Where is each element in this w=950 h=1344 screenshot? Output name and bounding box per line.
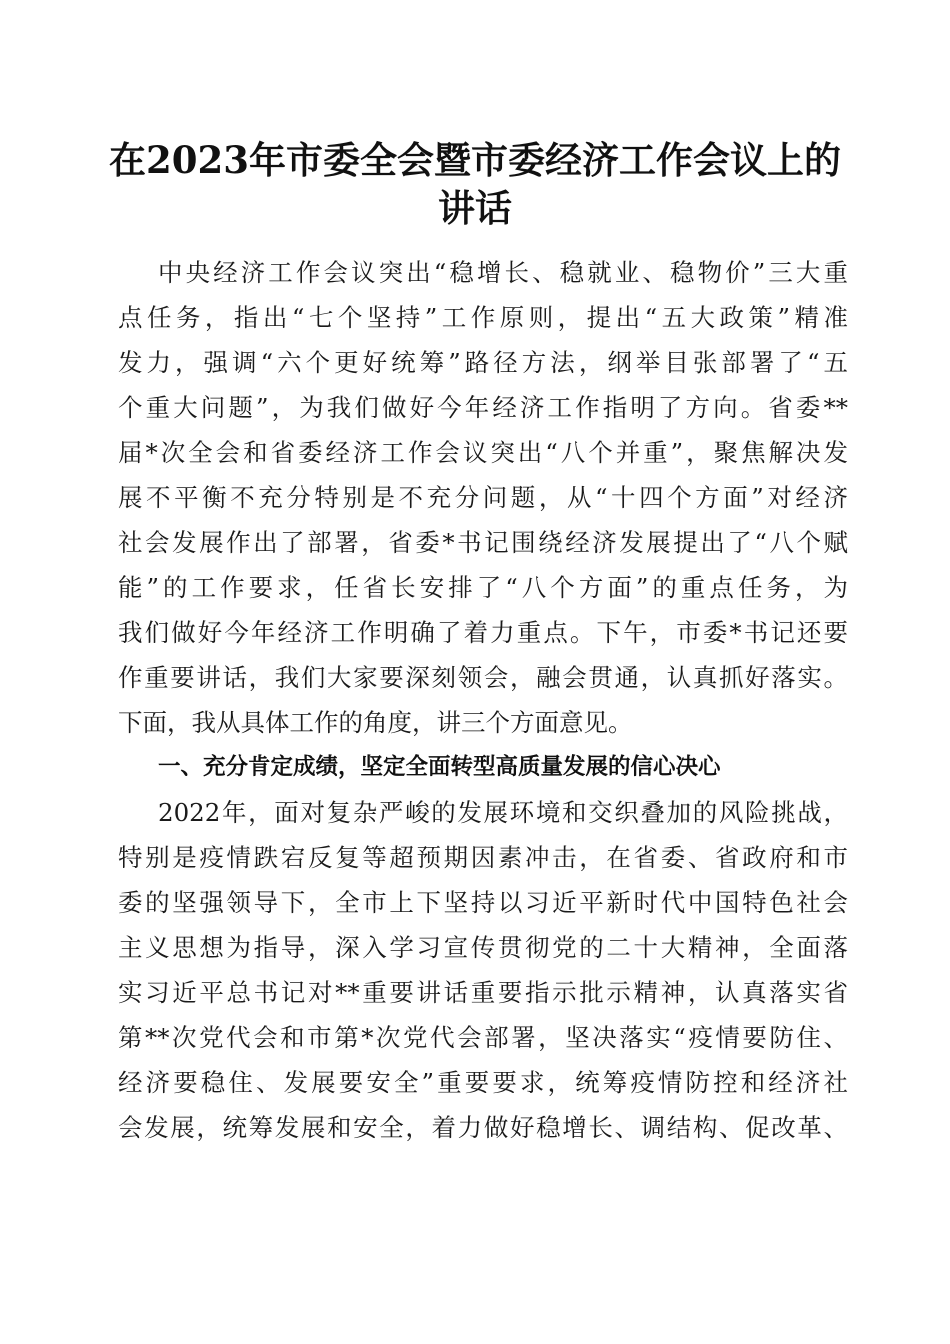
- title-line-1: 在2023年市委全会暨市委经济工作会议上的: [109, 138, 841, 182]
- document-body: [118, 250, 848, 1150]
- paragraph-line: 个重大问题”，为我们做好今年经济工作指明了方向。省委**: [118, 393, 848, 422]
- paragraph-achievements: [118, 790, 848, 1150]
- paragraph-line: 特别是疫情跌宕反复等超预期因素冲击，在省委、省政府和市: [118, 843, 848, 872]
- paragraph-line: 中央经济工作会议突出“稳增长、稳就业、稳物价”三大重: [158, 258, 848, 287]
- paragraph-line: 作重要讲话，我们大家要深刻领会，融会贯通，认真抓好落实。: [118, 663, 848, 692]
- paragraph-line: 点任务，指出“七个坚持”工作原则，提出“五大政策”精准: [118, 303, 848, 332]
- paragraph-line: 2022年，面对复杂严峻的发展环境和交织叠加的风险挑战，: [158, 798, 848, 827]
- paragraph-line: 发力，强调“六个更好统筹”路径方法，纲举目张部署了“五: [118, 348, 848, 377]
- paragraph-line: 实习近平总书记对**重要讲话重要指示批示精神，认真落实省: [118, 978, 848, 1007]
- paragraph-line: 能”的工作要求，任省长安排了“八个方面”的重点任务，为: [118, 573, 848, 602]
- paragraph-line: 社会发展作出了部署，省委*书记围绕经济发展提出了“八个赋: [118, 528, 848, 557]
- paragraph-line: 委的坚强领导下，全市上下坚持以习近平新时代中国特色社会: [118, 888, 848, 917]
- paragraph-line: 经济要稳住、发展要安全”重要要求，统筹疫情防控和经济社: [118, 1068, 848, 1097]
- paragraph-line: 第**次党代会和市第*次党代会部署，坚决落实“疫情要防住、: [118, 1023, 848, 1052]
- paragraph-intro: [118, 250, 848, 745]
- paragraph-line: 主义思想为指导，深入学习宣传贯彻党的二十大精神，全面落: [118, 933, 848, 962]
- title-line-2: 讲话: [438, 186, 512, 230]
- document-title: [100, 136, 850, 232]
- paragraph-line: 下面，我从具体工作的角度，讲三个方面意见。: [118, 708, 633, 737]
- paragraph-line: 届*次全会和省委经济工作会议突出“八个并重”，聚焦解决发: [118, 438, 848, 467]
- section-heading-1: 一、充分肯定成绩，坚定全面转型高质量发展的信心决心: [158, 754, 721, 780]
- paragraph-line: 我们做好今年经济工作明确了着力重点。下午，市委*书记还要: [118, 618, 848, 647]
- paragraph-line: 会发展，统筹发展和安全，着力做好稳增长、调结构、促改革、: [118, 1113, 848, 1142]
- paragraph-line: 展不平衡不充分特别是不充分问题，从“十四个方面”对经济: [118, 483, 848, 512]
